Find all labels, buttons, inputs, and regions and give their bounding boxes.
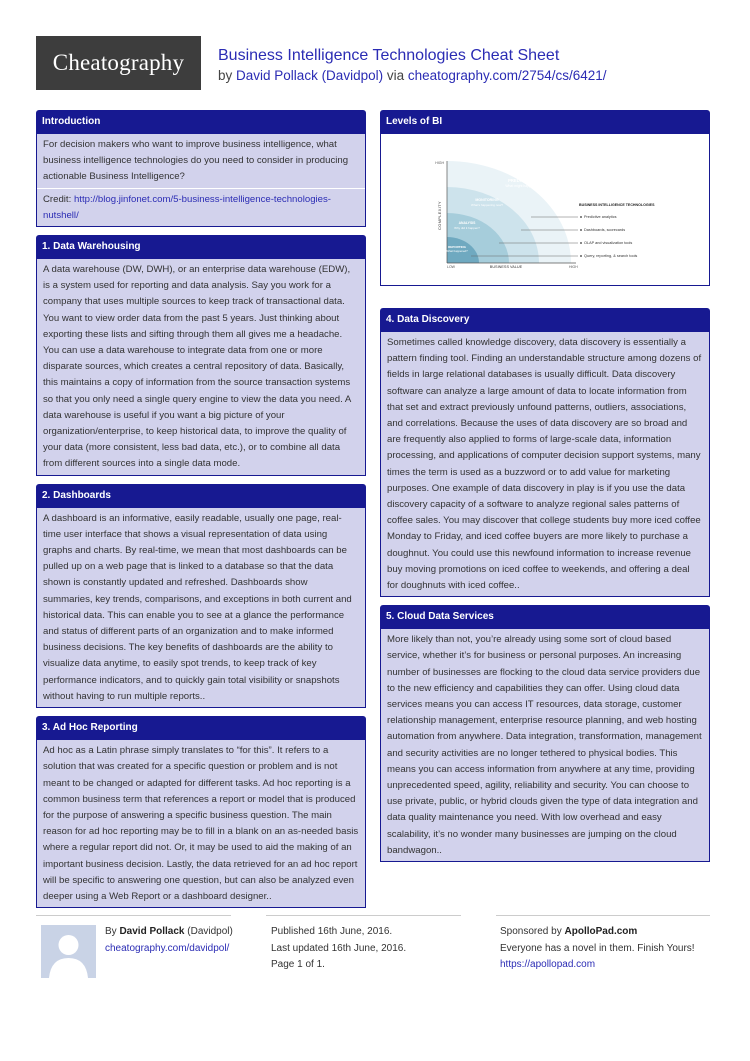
section-body xyxy=(380,134,710,286)
footer-by-label: By xyxy=(105,926,117,937)
page-number: Page 1 of 1. xyxy=(271,959,325,970)
legend-item: Predictive analytics xyxy=(584,215,617,219)
arc-question-analysis: Why did it happen? xyxy=(454,226,480,230)
credit-line xyxy=(37,188,365,226)
bi-levels-figure xyxy=(381,134,709,284)
via-label: via xyxy=(386,68,405,83)
footer-publication xyxy=(271,924,406,974)
legend-bullet xyxy=(580,229,582,231)
section-cloud-data-services xyxy=(380,605,710,862)
footer-divider xyxy=(266,915,461,916)
legend-title: BUSINESS INTELLIGENCE TECHNOLOGIES xyxy=(579,203,655,207)
right-column xyxy=(380,110,710,870)
arc-label-prediction: PREDICTION xyxy=(508,178,534,183)
footer-author-handle: (Davidpol) xyxy=(187,926,233,937)
credit-link[interactable]: http://blog.jinfonet.com/5-business-intelligence-technologies-nutshell/ xyxy=(43,193,331,221)
section-text: Sometimes called knowledge discovery, data discovery is essentially a pattern finding tool. Finding an understandable structure among dozens of fields in large relational databases is usually difficult. Data discovery software can analyze a large amount of data to locate information from that set and extract previously unfound patterns, outliers, associations, and correlations. Because the uses of data discovery are so broad and are frequently also applied to forms of large-scale data, information processing, and applications of computer decision support systems, many times the term is used as a buzzword or to add value for marketing purposes. One example of data discovery in play is if you use the data discovery capacity of a software to analyze regional sales patterns of coffee sales. You may discover that college students buy more iced coffee Monday to Friday, and iced coffee buyers are more likely to purchase a doughnut. You could use this newfound information to increase revenue buy moving promotions on iced coffee to weekends, and offering a deal for doughnuts with iced coffee.. xyxy=(387,337,702,592)
section-data-discovery xyxy=(380,308,710,597)
footer-author xyxy=(105,924,233,957)
legend-item: Dashboards, scorecards xyxy=(584,228,626,232)
section-levels-of-bi xyxy=(380,110,710,286)
section-title: 5. Cloud Data Services xyxy=(380,605,710,629)
x-high-label: HIGH xyxy=(569,265,578,269)
section-text: Ad hoc as a Latin phrase simply translates to “for this”. It refers to a solution that was created for a specific question or problem and is not meant to be changed or adapted for different tasks. Ad hoc reporting is a common business term that references a report or model that is produced for the purpose of answering a specific business question. The main reason for ad hoc reporting may be to fill in a blank on an as-needed basis where a regular report did not. Or, it may be used to aid the making of an important business decision. Lastly, the data retrieved for an ad hoc report will be specific to answering one question, but can also be analyzed even deeper using a Web Report or a dashboard designer.. xyxy=(43,745,359,902)
legend-item: OLAP and visualization tools xyxy=(584,241,633,245)
page-title: Business Intelligence Technologies Cheat Sheet xyxy=(218,47,560,64)
x-low-label: LOW xyxy=(447,265,455,269)
section-body xyxy=(380,629,710,862)
section-text: More likely than not, you’re already using some sort of cloud based service, whether it’s for business or personal purposes. An increasing number of businesses are flocking to the cloud data service providers due to the new efficiency and capabilities they can offer. Using cloud data services means you can access IT resources, data storage, customer relationship management, enterprise resource planning, and web hosting automation from anywhere. Data integration, transformation, management and security activities are no longer tethered to physical bodies. This means you can access information from anywhere at any time, providing unprecedented speed, agility, reliability and security. You can choose to use private, public, or hybrid clouds given the type of data integration and data quality maintenance you need. With low overhead and easy scalability, it’s no wonder many businesses are jumping on the cloud bandwagon.. xyxy=(387,634,702,856)
section-text: A data warehouse (DW, DWH), or an enterprise data warehouse (EDW), is a system used for reporting and data analysis. Say you work for a company that uses multiple sources to keep track of transactional data. You want to view order data from the past 5 years. Just thinking about exporting these lists and sifting through them all gives me a headache. You can use a data warehouse to integrate data from one or more disparate sources, which creates a central repository of data. Basically, this maintains a copy of information from the source transaction systems so that you only need a single query engine to view the data you need. A data warehouse is useful if you want a big picture of your organization/enterprise, to keep historical data, to improve the quality of your data (more consistent, less bad data, etc.), or to combine all data from different sources into a single data mode. xyxy=(43,264,351,470)
section-body xyxy=(36,134,366,227)
author-link[interactable]: David Pollack (Davidpol) xyxy=(236,68,384,83)
by-label: by xyxy=(218,68,233,83)
section-body xyxy=(36,508,366,708)
arc-label-analysis: ANALYSIS xyxy=(458,221,476,225)
user-silhouette-icon xyxy=(41,925,96,978)
section-title: Introduction xyxy=(36,110,366,134)
arc-question-prediction: What might happen? xyxy=(505,184,537,188)
published-date: Published 16th June, 2016. xyxy=(271,926,393,937)
section-body xyxy=(36,740,366,908)
section-introduction xyxy=(36,110,366,227)
sponsor-line xyxy=(500,924,695,941)
section-title: 4. Data Discovery xyxy=(380,308,710,332)
footer-divider xyxy=(36,915,231,916)
footer xyxy=(36,915,710,985)
section-title: 2. Dashboards xyxy=(36,484,366,508)
section-title: 1. Data Warehousing xyxy=(36,235,366,259)
author-line xyxy=(105,924,233,941)
footer-author-link[interactable]: cheatography.com/davidpol/ xyxy=(105,942,230,954)
legend-bullet xyxy=(580,216,582,218)
arc-label-reporting: REPORTING xyxy=(448,245,466,249)
sponsor-tagline: Everyone has a novel in them. Finish Yours! xyxy=(500,942,695,954)
legend-bullet xyxy=(580,255,582,257)
section-body xyxy=(380,332,710,597)
credit-label: Credit: xyxy=(43,193,72,205)
byline xyxy=(218,66,718,86)
intro-text: For decision makers who want to improve business intelligence, what business intelligence technologies do you need to consider in producing actionable Business Intelligence? xyxy=(43,139,349,183)
sheet-url-link[interactable]: cheatography.com/2754/cs/6421/ xyxy=(407,68,607,83)
cheatography-logo[interactable]: Cheatography xyxy=(36,36,201,90)
legend-item: Query, reporting, & search tools xyxy=(584,254,638,258)
y-high-label: HIGH xyxy=(435,161,444,165)
footer-divider xyxy=(496,915,710,916)
footer-sponsor xyxy=(500,924,695,974)
sponsor-name: ApolloPad.com xyxy=(564,926,638,937)
arc-label-monitoring: MONITORING xyxy=(475,198,499,202)
legend-bullet xyxy=(580,242,582,244)
updated-date: Last updated 16th June, 2016. xyxy=(271,942,407,954)
section-dashboards xyxy=(36,484,366,708)
section-text: A dashboard is an informative, easily readable, usually one page, real-time user interface that shows a visual representation of data using graphs and charts. By real-time, we mean that most dashboards can be pulled up on a web page that is linked to a database so that the data shown is constantly updated and refreshed. Dashboards show summaries, key trends, comparisons, and exceptions in both current and historical data. This can enable you to see at a glance the performance and status of different parts of an organization and to make informed business decisions. The key benefits of dashboards are the ability to visualize data anytime, to easily spot trends, to keep track of key performance indicators, and to quickly gain total visibility or snapshots without having to run multiple reports.. xyxy=(43,512,352,702)
left-column xyxy=(36,110,366,916)
section-title: Levels of BI xyxy=(380,110,710,134)
section-title: 3. Ad Hoc Reporting xyxy=(36,716,366,740)
sponsor-link[interactable]: https://apollopad.com xyxy=(500,959,596,970)
arc-question-monitoring: What's happening now? xyxy=(471,203,503,207)
section-ad-hoc-reporting xyxy=(36,716,366,908)
avatar[interactable] xyxy=(41,925,96,978)
section-data-warehousing xyxy=(36,235,366,476)
x-axis-label: BUSINESS VALUE xyxy=(489,265,523,269)
title-block xyxy=(218,46,718,86)
arc-question-reporting: What happened? xyxy=(446,249,468,253)
section-body xyxy=(36,259,366,476)
footer-author-name: David Pollack xyxy=(119,926,185,937)
sponsor-label: Sponsored by xyxy=(500,926,562,937)
y-axis-label: COMPLEXITY xyxy=(437,201,442,230)
